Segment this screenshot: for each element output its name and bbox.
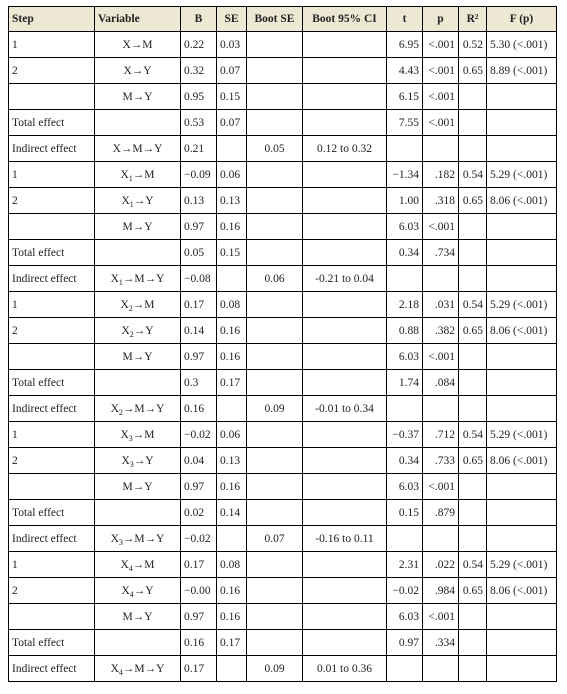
header-boot-se: Boot SE	[247, 7, 303, 32]
cell-step: Indirect effect	[9, 656, 95, 682]
cell-se	[217, 656, 247, 682]
table-row	[9, 656, 557, 682]
cell-boot-ci	[303, 344, 387, 370]
cell-variable: $X_4\to M$	[95, 552, 181, 578]
cell-se: 0.07	[217, 58, 247, 84]
cell-boot-ci	[303, 318, 387, 344]
table-row	[9, 162, 557, 188]
cell-boot-ci: -0.21 to 0.04	[303, 266, 387, 292]
cell-t	[387, 656, 423, 682]
header-t: t	[387, 7, 423, 32]
cell-step: 1	[9, 422, 95, 448]
cell-r2: 0.54	[459, 162, 487, 188]
cell-se	[217, 396, 247, 422]
cell-boot-ci: 0.12 to 0.32	[303, 136, 387, 162]
cell-f	[487, 500, 557, 526]
cell-step: 2	[9, 58, 95, 84]
cell-p: .734	[423, 240, 459, 266]
cell-p	[423, 266, 459, 292]
cell-variable: X→Y	[95, 58, 181, 84]
table-row	[9, 370, 557, 396]
cell-p: .879	[423, 500, 459, 526]
cell-r2	[459, 500, 487, 526]
cell-boot-se	[247, 162, 303, 188]
cell-boot-se	[247, 552, 303, 578]
cell-boot-se	[247, 292, 303, 318]
cell-t: 0.15	[387, 500, 423, 526]
cell-se: 0.13	[217, 188, 247, 214]
cell-variable: $X_2\to M$	[95, 292, 181, 318]
table-row	[9, 188, 557, 214]
cell-variable	[95, 240, 181, 266]
cell-step: Total effect	[9, 240, 95, 266]
cell-p: <.001	[423, 32, 459, 58]
cell-p: .318	[423, 188, 459, 214]
cell-b: 0.02	[181, 500, 217, 526]
table-row	[9, 266, 557, 292]
cell-r2	[459, 396, 487, 422]
cell-r2	[459, 136, 487, 162]
cell-b: 0.17	[181, 292, 217, 318]
cell-b: −0.09	[181, 162, 217, 188]
cell-b: −0.02	[181, 422, 217, 448]
cell-se: 0.06	[217, 162, 247, 188]
cell-f	[487, 110, 557, 136]
cell-f: 8.06 (<.001)	[487, 188, 557, 214]
cell-se: 0.16	[217, 578, 247, 604]
header-b: B	[181, 7, 217, 32]
cell-boot-ci	[303, 84, 387, 110]
header-p: p	[423, 7, 459, 32]
cell-boot-ci	[303, 32, 387, 58]
cell-variable: $X_3\to M\to Y$	[95, 526, 181, 552]
cell-b: −0.08	[181, 266, 217, 292]
header-boot-ci: Boot 95% CI	[303, 7, 387, 32]
cell-b: 0.32	[181, 58, 217, 84]
cell-boot-se: 0.09	[247, 656, 303, 682]
table-body	[9, 32, 557, 682]
cell-t: 6.03	[387, 344, 423, 370]
cell-variable	[95, 630, 181, 656]
cell-r2	[459, 656, 487, 682]
cell-variable	[95, 500, 181, 526]
cell-r2: 0.54	[459, 422, 487, 448]
cell-t: 2.18	[387, 292, 423, 318]
cell-p: .382	[423, 318, 459, 344]
cell-variable: $X_3\to Y$	[95, 448, 181, 474]
cell-boot-ci	[303, 214, 387, 240]
cell-r2	[459, 474, 487, 500]
cell-step: Total effect	[9, 630, 95, 656]
cell-se: 0.16	[217, 214, 247, 240]
cell-boot-se	[247, 188, 303, 214]
cell-variable: $X_2\to M\to Y$	[95, 396, 181, 422]
cell-boot-se	[247, 448, 303, 474]
cell-se: 0.07	[217, 110, 247, 136]
cell-r2	[459, 266, 487, 292]
cell-t: 0.34	[387, 240, 423, 266]
cell-step: Indirect effect	[9, 526, 95, 552]
cell-variable: X→M	[95, 32, 181, 58]
cell-f	[487, 266, 557, 292]
cell-variable: M→Y	[95, 604, 181, 630]
cell-step: Indirect effect	[9, 266, 95, 292]
cell-boot-ci	[303, 630, 387, 656]
cell-boot-se	[247, 370, 303, 396]
cell-b: 0.97	[181, 214, 217, 240]
cell-step	[9, 214, 95, 240]
cell-boot-se	[247, 500, 303, 526]
cell-f	[487, 214, 557, 240]
cell-p: .733	[423, 448, 459, 474]
table-row	[9, 32, 557, 58]
cell-step	[9, 84, 95, 110]
cell-r2	[459, 214, 487, 240]
cell-p: <.001	[423, 344, 459, 370]
cell-p	[423, 656, 459, 682]
cell-r2: 0.54	[459, 292, 487, 318]
cell-f	[487, 526, 557, 552]
cell-t: 2.31	[387, 552, 423, 578]
cell-b: 0.13	[181, 188, 217, 214]
cell-boot-ci: 0.01 to 0.36	[303, 656, 387, 682]
header-variable: Variable	[95, 7, 181, 32]
cell-t: 6.95	[387, 32, 423, 58]
cell-boot-se: 0.05	[247, 136, 303, 162]
cell-r2	[459, 604, 487, 630]
cell-p: <.001	[423, 214, 459, 240]
cell-f	[487, 630, 557, 656]
cell-se: 0.16	[217, 474, 247, 500]
cell-variable: M→Y	[95, 474, 181, 500]
cell-boot-se	[247, 474, 303, 500]
cell-p: .984	[423, 578, 459, 604]
cell-t: 0.88	[387, 318, 423, 344]
cell-variable: M→Y	[95, 214, 181, 240]
cell-boot-se	[247, 84, 303, 110]
table-row	[9, 84, 557, 110]
cell-se: 0.08	[217, 552, 247, 578]
cell-f: 8.06 (<.001)	[487, 318, 557, 344]
header-step: Step	[9, 7, 95, 32]
cell-se	[217, 266, 247, 292]
cell-b: −0.00	[181, 578, 217, 604]
cell-se	[217, 136, 247, 162]
cell-se: 0.06	[217, 422, 247, 448]
cell-r2	[459, 84, 487, 110]
cell-boot-ci	[303, 448, 387, 474]
cell-step: 2	[9, 188, 95, 214]
cell-r2: 0.65	[459, 578, 487, 604]
cell-step: 1	[9, 162, 95, 188]
cell-step	[9, 344, 95, 370]
cell-p: <.001	[423, 474, 459, 500]
cell-r2: 0.65	[459, 318, 487, 344]
cell-b: 0.53	[181, 110, 217, 136]
cell-b: 0.97	[181, 474, 217, 500]
cell-boot-ci	[303, 500, 387, 526]
cell-boot-se	[247, 32, 303, 58]
cell-r2: 0.65	[459, 188, 487, 214]
cell-boot-ci: -0.01 to 0.34	[303, 396, 387, 422]
cell-variable: $X_4\to Y$	[95, 578, 181, 604]
cell-variable: X→M→Y	[95, 136, 181, 162]
cell-f: 5.29 (<.001)	[487, 162, 557, 188]
cell-f	[487, 370, 557, 396]
header-row	[9, 7, 557, 32]
cell-boot-se: 0.06	[247, 266, 303, 292]
cell-r2: 0.65	[459, 58, 487, 84]
cell-se: 0.17	[217, 370, 247, 396]
cell-t: 7.55	[387, 110, 423, 136]
cell-t: −0.02	[387, 578, 423, 604]
cell-t: 6.15	[387, 84, 423, 110]
cell-step: Total effect	[9, 500, 95, 526]
cell-r2	[459, 240, 487, 266]
cell-variable: $X_2\to Y$	[95, 318, 181, 344]
cell-b: 0.97	[181, 344, 217, 370]
cell-step: 2	[9, 578, 95, 604]
cell-r2: 0.52	[459, 32, 487, 58]
cell-boot-se	[247, 344, 303, 370]
cell-se: 0.17	[217, 630, 247, 656]
table-row	[9, 110, 557, 136]
cell-f	[487, 474, 557, 500]
cell-t	[387, 266, 423, 292]
cell-se: 0.13	[217, 448, 247, 474]
cell-boot-ci	[303, 240, 387, 266]
table-row	[9, 396, 557, 422]
cell-step: Total effect	[9, 370, 95, 396]
cell-p: <.001	[423, 110, 459, 136]
cell-se: 0.03	[217, 32, 247, 58]
cell-p: .031	[423, 292, 459, 318]
table-row	[9, 318, 557, 344]
table-row	[9, 578, 557, 604]
cell-b: 0.21	[181, 136, 217, 162]
table-row	[9, 526, 557, 552]
cell-f	[487, 604, 557, 630]
cell-step: 1	[9, 552, 95, 578]
cell-p: .022	[423, 552, 459, 578]
cell-step	[9, 474, 95, 500]
cell-boot-se	[247, 422, 303, 448]
cell-se: 0.15	[217, 240, 247, 266]
cell-p: <.001	[423, 58, 459, 84]
cell-f: 8.06 (<.001)	[487, 448, 557, 474]
cell-t: 6.03	[387, 474, 423, 500]
cell-t: −1.34	[387, 162, 423, 188]
cell-variable: $X_1\to M$	[95, 162, 181, 188]
cell-boot-se	[247, 240, 303, 266]
cell-boot-se	[247, 318, 303, 344]
cell-se: 0.16	[217, 604, 247, 630]
cell-f: 8.89 (<.001)	[487, 58, 557, 84]
cell-boot-ci	[303, 188, 387, 214]
cell-b: 0.17	[181, 552, 217, 578]
cell-f	[487, 656, 557, 682]
cell-variable: M→Y	[95, 344, 181, 370]
cell-step	[9, 604, 95, 630]
cell-t	[387, 396, 423, 422]
cell-boot-se	[247, 214, 303, 240]
cell-p: .712	[423, 422, 459, 448]
cell-p: <.001	[423, 604, 459, 630]
cell-boot-ci	[303, 604, 387, 630]
cell-p	[423, 396, 459, 422]
cell-step: Total effect	[9, 110, 95, 136]
cell-b: 0.16	[181, 630, 217, 656]
cell-se: 0.08	[217, 292, 247, 318]
header-r2: R²	[459, 7, 487, 32]
cell-boot-ci	[303, 162, 387, 188]
cell-variable: M→Y	[95, 84, 181, 110]
cell-t: 1.00	[387, 188, 423, 214]
table-row	[9, 240, 557, 266]
table-row	[9, 500, 557, 526]
cell-step: 1	[9, 292, 95, 318]
cell-boot-ci	[303, 552, 387, 578]
cell-p	[423, 136, 459, 162]
cell-b: 0.17	[181, 656, 217, 682]
mediation-table-container	[8, 6, 557, 682]
cell-t: 4.43	[387, 58, 423, 84]
cell-boot-ci	[303, 370, 387, 396]
cell-step: Indirect effect	[9, 136, 95, 162]
cell-step: 1	[9, 32, 95, 58]
cell-step: Indirect effect	[9, 396, 95, 422]
table-header	[9, 7, 557, 32]
cell-b: 0.05	[181, 240, 217, 266]
cell-step: 2	[9, 318, 95, 344]
cell-f: 5.29 (<.001)	[487, 552, 557, 578]
cell-boot-ci	[303, 578, 387, 604]
cell-f	[487, 396, 557, 422]
table-row	[9, 344, 557, 370]
cell-p: <.001	[423, 84, 459, 110]
cell-b: 0.3	[181, 370, 217, 396]
cell-se	[217, 526, 247, 552]
cell-b: 0.95	[181, 84, 217, 110]
table-row	[9, 474, 557, 500]
cell-se: 0.16	[217, 344, 247, 370]
cell-boot-se: 0.07	[247, 526, 303, 552]
cell-b: 0.16	[181, 396, 217, 422]
table-row	[9, 292, 557, 318]
cell-r2	[459, 526, 487, 552]
cell-boot-se: 0.09	[247, 396, 303, 422]
table-row	[9, 604, 557, 630]
cell-t: 0.34	[387, 448, 423, 474]
cell-f	[487, 240, 557, 266]
cell-t	[387, 136, 423, 162]
cell-variable	[95, 110, 181, 136]
cell-f	[487, 344, 557, 370]
cell-boot-se	[247, 110, 303, 136]
cell-se: 0.14	[217, 500, 247, 526]
cell-boot-ci	[303, 58, 387, 84]
cell-r2: 0.65	[459, 448, 487, 474]
cell-variable: $X_1\to M\to Y$	[95, 266, 181, 292]
table-row	[9, 422, 557, 448]
mediation-results-table	[8, 6, 557, 682]
cell-boot-ci	[303, 422, 387, 448]
cell-t	[387, 526, 423, 552]
cell-p: .084	[423, 370, 459, 396]
cell-r2: 0.54	[459, 552, 487, 578]
cell-t: 1.74	[387, 370, 423, 396]
table-row	[9, 630, 557, 656]
cell-r2	[459, 630, 487, 656]
cell-t: −0.37	[387, 422, 423, 448]
cell-t: 6.03	[387, 604, 423, 630]
cell-f: 8.06 (<.001)	[487, 578, 557, 604]
cell-variable: $X_1\to Y$	[95, 188, 181, 214]
cell-boot-ci	[303, 292, 387, 318]
table-row	[9, 552, 557, 578]
cell-t: 6.03	[387, 214, 423, 240]
cell-variable: $X_3\to M$	[95, 422, 181, 448]
cell-variable: $X_4\to M\to Y$	[95, 656, 181, 682]
cell-f	[487, 136, 557, 162]
cell-r2	[459, 110, 487, 136]
cell-r2	[459, 370, 487, 396]
table-row	[9, 448, 557, 474]
cell-boot-ci: -0.16 to 0.11	[303, 526, 387, 552]
cell-b: 0.04	[181, 448, 217, 474]
cell-r2	[459, 344, 487, 370]
table-row	[9, 58, 557, 84]
header-se: SE	[217, 7, 247, 32]
cell-boot-se	[247, 58, 303, 84]
cell-p: .334	[423, 630, 459, 656]
cell-se: 0.15	[217, 84, 247, 110]
table-row	[9, 214, 557, 240]
cell-boot-ci	[303, 110, 387, 136]
cell-b: 0.14	[181, 318, 217, 344]
cell-t: 0.97	[387, 630, 423, 656]
cell-b: −0.02	[181, 526, 217, 552]
cell-step: 2	[9, 448, 95, 474]
cell-boot-se	[247, 604, 303, 630]
cell-f: 5.30 (<.001)	[487, 32, 557, 58]
cell-p: .182	[423, 162, 459, 188]
cell-f: 5.29 (<.001)	[487, 422, 557, 448]
cell-f: 5.29 (<.001)	[487, 292, 557, 318]
cell-b: 0.22	[181, 32, 217, 58]
cell-boot-se	[247, 578, 303, 604]
cell-variable	[95, 370, 181, 396]
cell-f	[487, 84, 557, 110]
cell-b: 0.97	[181, 604, 217, 630]
header-f: F (p)	[487, 7, 557, 32]
cell-p	[423, 526, 459, 552]
cell-boot-ci	[303, 474, 387, 500]
cell-se: 0.16	[217, 318, 247, 344]
table-row	[9, 136, 557, 162]
cell-boot-se	[247, 630, 303, 656]
